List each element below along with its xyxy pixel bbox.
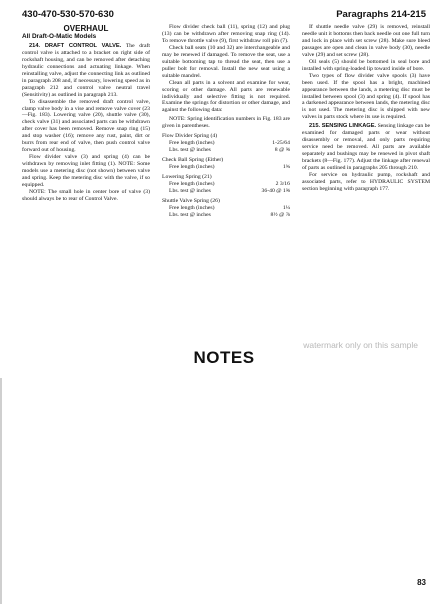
spec-row: Free length (inches) 1-25/64 — [169, 140, 290, 147]
paragraph-shuttle-needle: If shuttle needle valve (29) is removed, reinstall needle unit it bottoms then back needle out one full turn and lock in place with set screw (28). Make sure bleed passages are open and clean in valve body (30), needle valve (29) and set screw (28). — [302, 24, 430, 58]
paragraph-flow-divider: Flow divider valve (3) and spring (4) can be withdrawn by removing inlet fitting (1). NOTE: Some models use a metering disc (not shown) between valve and spring. Keep the metering disc with the valve, if so equipped. — [22, 154, 150, 189]
spec-title-lowering: Lowering Spring (21) — [162, 174, 212, 181]
header-model-numbers: 430-470-530-570-630 — [22, 9, 114, 20]
paragraph-spring-note: NOTE: Spring identification numbers in Fig. 183 are given in parentheses. — [162, 116, 290, 130]
paragraph-service: For service on hydraulic pump, rockshaft and associated parts, refer to HYDRAULIC SYSTEM section beginning with paragraph 177. — [302, 172, 430, 192]
notes-heading: NOTES — [193, 348, 255, 367]
paragraph-214-heading: 214. DRAFT CONTROL VALVE. — [29, 42, 122, 49]
page-number: 83 — [417, 578, 426, 587]
spec-title-shuttle: Shuttle Valve Spring (26) — [162, 197, 220, 204]
spec-title-check-ball: Check Ball Spring (Either) — [162, 157, 224, 164]
watermark-text: watermark only on this sample — [303, 340, 418, 350]
paragraph-214-body: The draft control valve is attached to a bracket on right side of rockshaft housing, and can be removed after detaching hydraulic connections and actuating linkage. When reinstalling valve, adjust the connecting link as outlined in paragraph 208 and, if necessary, lowering speed as in paragraph 212 and control valve neutral travel (Sensitivity) as outlined in paragraph 213. — [22, 42, 150, 98]
paragraph-214 — [22, 43, 150, 99]
column-2 — [162, 24, 290, 219]
column-1 — [22, 24, 150, 203]
spec-row: Free length (inches) 1¼ — [169, 204, 290, 211]
paragraph-215-body: Sensing linkage can be examined for damaged parts or wear without disassembly or removal, and only parts requiring service need be removed. All parts are available separately and bushings may be renewed in pivot shaft brackets (8—Fig. 177). Adjust the linkage after renewal of parts as outlined in paragraphs 205 through 210. — [302, 123, 430, 172]
spec-row: Lbs. test @ inches 8½ @ ⅞ — [169, 211, 290, 218]
section-title: OVERHAUL — [63, 24, 109, 33]
spec-row: Lbs. test @ inches 8 @ ⅝ — [169, 147, 290, 154]
paragraph-clean: Clean all parts in a solvent and examine for wear, scoring or other damage. All parts are renewable individually and selective fitting is not required. Examine the springs for distortion or other damage, and against the following data: — [162, 79, 290, 114]
text-columns — [22, 24, 430, 334]
scan-edge-divider — [0, 378, 2, 604]
paragraph-215 — [302, 123, 430, 172]
paragraph-seats: Check ball seats (10 and 32) are interchangeable and may be renewed if damaged. To remove the seat, use a suitable bottoming tap to thread the seat, then use a puller bolt for removal. Install the new seat using a suitable mandrel. — [162, 44, 290, 79]
paragraph-check-ball: Flow divider check ball (11), spring (12) and plug (13) can be withdrawn after removing snap ring (14). To remove throttle valve (9), first withdraw roll pin (7). — [162, 24, 290, 44]
paragraph-disassemble: To disassemble the removed draft control valve, clamp valve body in a vise and remove valve cover (23—Fig. 183). Lowering valve (20), shuttle valve (30), check valve (31) and associated parts can be withdrawn after cover has been removed. Remove snap ring (15) and stop washer (16); remove any rust, paint, dirt or burrs from rear end of valve, then push control valve forward out of housing. — [22, 98, 150, 154]
section-subtitle: All Draft-O-Matic Models — [22, 33, 97, 40]
paragraph-oil-seals: Oil seals (5) should be bottomed in seal bore and installed with spring-loaded lip toward inside of bore. — [302, 58, 430, 72]
paragraph-spool-types: Two types of flow divider valve spools (3) have been used. If the spool has a bright, machined appearance between the lands, a metering disc must be installed between spool (3) and spring (4). If spool has a darkened appearance between lands, the metering disc is not used. The metering disc is shipped with new valves in parts stock where its use is required. — [302, 72, 430, 121]
spec-title-flow-divider: Flow Divider Spring (4) — [162, 133, 218, 140]
column-3 — [302, 24, 430, 193]
paragraph-215-heading: 215. SENSING LINKAGE. — [309, 123, 377, 130]
header-paragraph-range: Paragraphs 214-215 — [336, 9, 426, 20]
spec-row: Free length (inches) 1¾ — [169, 164, 290, 171]
spec-row: Free length (inches) 2 3/16 — [169, 181, 290, 188]
paragraph-note: NOTE: The small hole in center bore of valve (3) should always be to rear of Control Valve. — [22, 188, 150, 202]
spec-row: Lbs. test @ inches 36-40 @ 1⅝ — [169, 187, 290, 194]
